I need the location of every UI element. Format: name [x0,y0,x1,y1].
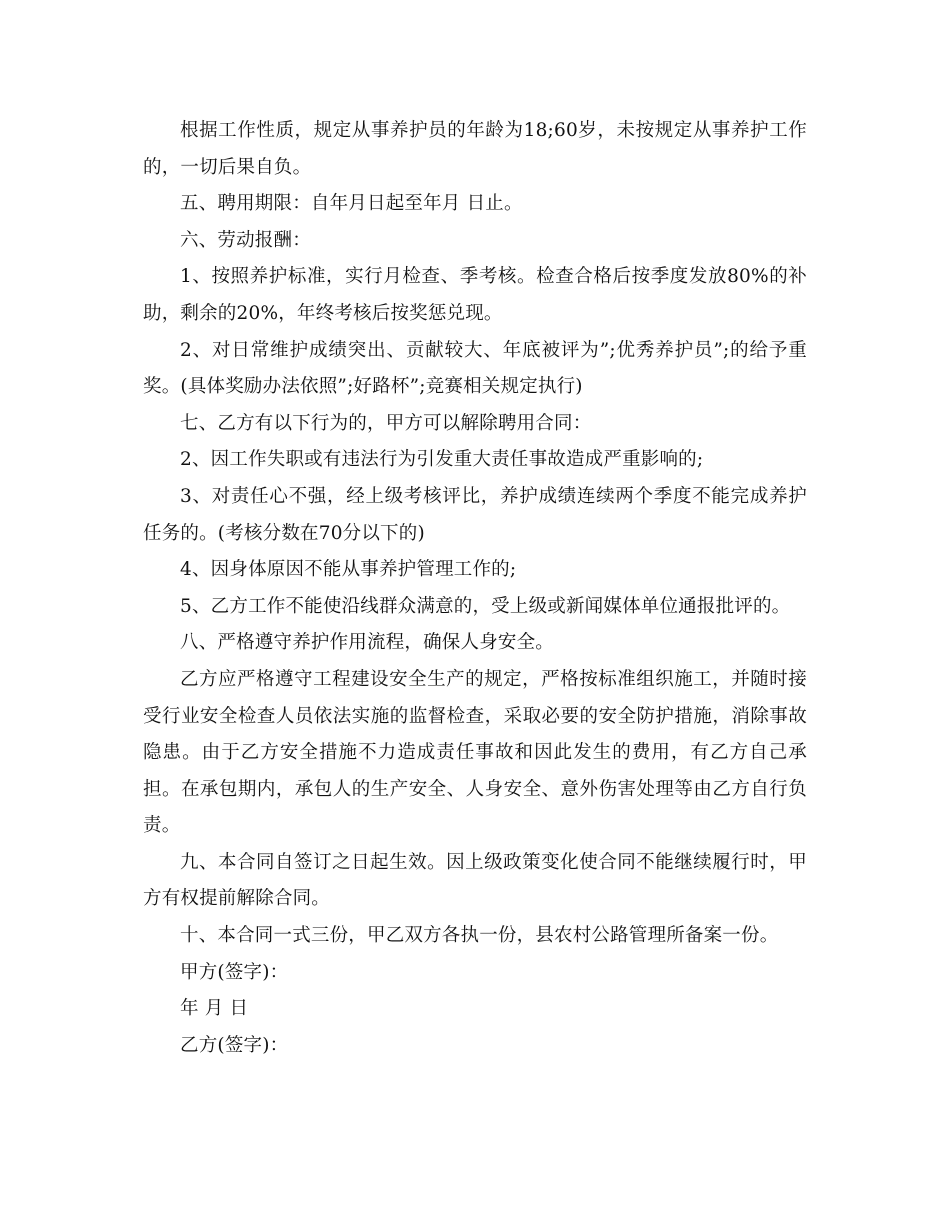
party-b-signature-label: 乙方(签字)： [180,1034,289,1056]
party-a-signature-label: 甲方(签字)： [180,961,289,983]
paragraph-copies: 十、本合同一式三份，甲乙双方各执一份，县农村公路管理所备案一份。 [180,925,779,947]
paragraph-termination-item-4: 4、因身体原因不能从事养护管理工作的; [180,559,517,581]
paragraph-termination-heading: 七、乙方有以下行为的，甲方可以解除聘用合同： [180,412,592,434]
paragraph-safety-details: 乙方应严格遵守工程建设安全生产的规定，严格按标准组织施工，并随时接受行业安全检查人员依法实施的监督检查，采取必要的安全防护措施，消除事故隐患。由于乙方安全措施不力造成责任事故和因此发生的费用，有乙方自己承担。在承包期内，承包人的生产安全、人身安全、意外伤害处理等由乙方自行负责。 [143,668,807,837]
paragraph-termination-item-5: 5、乙方工作不能使沿线群众满意的，受上级或新闻媒体单位通报批评的。 [180,595,791,617]
paragraph-employment-term: 五、聘用期限：自年月日起至年月 日止。 [180,193,523,215]
paragraph-remuneration-heading: 六、劳动报酬： [180,229,311,251]
paragraph-termination-item-2: 2、因工作失职或有违法行为引发重大责任事故造成严重影响的; [180,449,704,471]
paragraph-remuneration-item-1: 1、按照养护标准，实行月检查、季考核。检查合格后按季度发放80%的补助，剩余的20%，年终考核后按奖惩兑现。 [143,266,807,324]
paragraph-effective-date: 九、本合同自签订之日起生效。因上级政策变化使合同不能继续履行时，甲方有权提前解除合同。 [143,851,807,910]
paragraph-safety-heading: 八、严格遵守养护作用流程，确保人身安全。 [180,632,555,654]
paragraph-remuneration-item-2: 2、对日常维护成绩突出、贡献较大、年底被评为”;优秀养护员”;的给予重奖。(具体奖励办法依照”;好路杯”;竞赛相关规定执行) [143,339,807,398]
signature-date-label: 年 月 日 [180,998,249,1020]
paragraph-age-requirement: 根据工作性质，规定从事养护员的年龄为18;60岁，未按规定从事养护工作的，一切后果自负。 [143,120,807,178]
document-body [143,113,807,1064]
paragraph-termination-item-3: 3、对责任心不强，经上级考核评比，养护成绩连续两个季度不能完成养护任务的。(考核分数在70分以下的) [143,485,807,544]
